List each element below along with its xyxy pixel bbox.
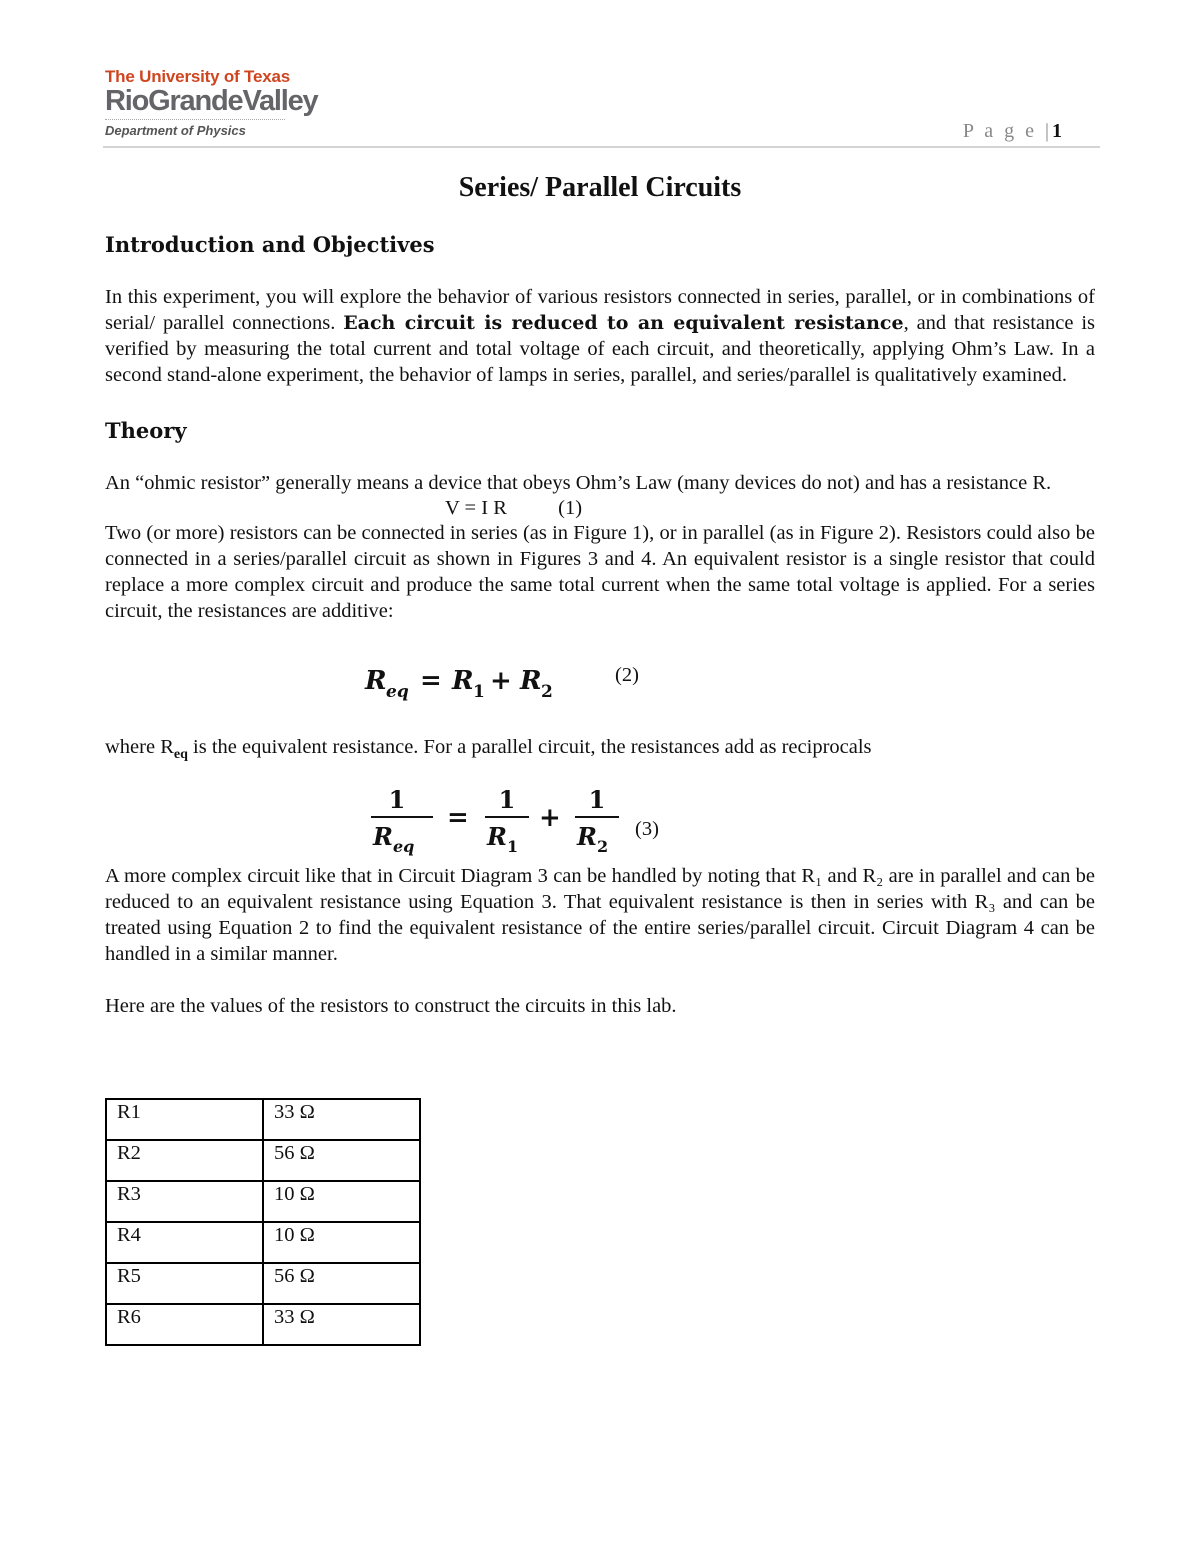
header-divider xyxy=(103,146,1100,148)
logo-university-name: The University of Texas xyxy=(105,67,290,86)
table-row xyxy=(106,1181,420,1222)
table-row xyxy=(106,1304,420,1345)
svg-text:R: R xyxy=(577,822,597,852)
theory-paragraph-5: Here are the values of the resistors to construct the circuits in this lab. xyxy=(105,995,677,1018)
intro-text-bold: Each circuit is reduced to an equivalent resistance xyxy=(343,312,904,334)
page-number-value: 1 xyxy=(1052,120,1062,142)
theory-p3-subscript: eq xyxy=(173,747,188,763)
equation-3-formula xyxy=(367,780,647,860)
intro-text-end: , and that resistance is verified by measuring the total current and total voltage of each circuit, and theoretically, applying Ohm’s Law. In a second stand-alone experiment, the behavior of lamps in series, parallel, and series/parallel is qualitatively examined. xyxy=(105,312,1095,386)
equation-2-formula xyxy=(360,654,620,714)
svg-text:=: = xyxy=(447,803,469,834)
theory-p3-end: is the equivalent resistance. For a parallel circuit, the resistances add as reciprocals xyxy=(187,736,872,758)
svg-text:=: = xyxy=(420,666,442,696)
equation-2-number: (2) xyxy=(615,664,639,686)
resistor-name-cell: R6 xyxy=(106,1304,263,1345)
logo-campus-name: RioGrandeValley xyxy=(105,85,318,117)
equation-2 xyxy=(105,624,1095,724)
resistor-value-cell: 10 Ω xyxy=(263,1181,420,1222)
theory-paragraph-1: An “ohmic resistor” generally means a device that obeys Ohm’s Law (many devices do not) and has a resistance R. xyxy=(105,472,1052,494)
theory-paragraph-3 xyxy=(105,734,1095,768)
table-row xyxy=(106,1140,420,1181)
resistor-name-cell: R2 xyxy=(106,1140,263,1181)
equation-3 xyxy=(105,768,1095,863)
svg-text:R: R xyxy=(520,666,542,696)
intro-text-start: In this experiment, you will explore the behavior of various resistors connected in series, parallel, or in combinations of serial/ parallel connections. xyxy=(105,286,1095,334)
svg-text:eq: eq xyxy=(386,682,409,702)
svg-text:2: 2 xyxy=(541,682,553,702)
theory-heading: Theory xyxy=(105,418,187,443)
page-number xyxy=(963,120,1062,143)
svg-text:+: + xyxy=(490,666,512,696)
intro-paragraph xyxy=(105,284,1095,388)
table-row xyxy=(106,1222,420,1263)
svg-text:1: 1 xyxy=(588,785,606,815)
page-label: P a g e | xyxy=(962,120,1052,142)
page-title: Series/ Parallel Circuits xyxy=(458,172,742,203)
svg-text:1: 1 xyxy=(388,785,406,815)
equation-1 xyxy=(105,496,1095,520)
logo-divider xyxy=(105,119,285,120)
resistor-value-cell: 56 Ω xyxy=(263,1140,420,1181)
svg-text:1: 1 xyxy=(507,837,519,857)
resistor-name-cell: R4 xyxy=(106,1222,263,1263)
svg-text:eq: eq xyxy=(393,837,415,857)
resistor-value-cell: 56 Ω xyxy=(263,1263,420,1304)
resistor-table-body xyxy=(106,1099,420,1345)
equation-1-number: (1) xyxy=(558,497,583,519)
equation-3-number: (3) xyxy=(635,818,659,841)
svg-text:R: R xyxy=(373,822,393,852)
table-row xyxy=(106,1263,420,1304)
svg-text:R: R xyxy=(487,822,507,852)
svg-text:R: R xyxy=(452,666,474,696)
svg-text:1: 1 xyxy=(473,682,485,702)
table-row xyxy=(106,1099,420,1140)
resistor-table xyxy=(105,1098,421,1346)
resistor-name-cell: R1 xyxy=(106,1099,263,1140)
intro-heading: Introduction and Objectives xyxy=(105,232,435,257)
theory-paragraph-4: A more complex circuit like that in Circuit Diagram 3 can be handled by noting that R₁ and R₂ are in parallel and can be reduced to an equivalent resistance using Equation 3. That equivalent resistance is then in series with R₃ and can be treated using Equation 2 to find the equivalent resistance of the entire series/parallel circuit. Circuit Diagram 4 can be handled in a similar manner. xyxy=(105,865,1095,966)
resistor-value-cell: 10 Ω xyxy=(263,1222,420,1263)
logo-department: Department of Physics xyxy=(105,123,246,138)
theory-paragraph-2: Two (or more) resistors can be connected in series (as in Figure 1), or in parallel (as in Figure 2). Resistors could also be connected in a series/parallel circuit as shown in Figures 3 and 4. An equivalent resistor is a single resistor that could replace a more complex circuit and produce the same total current when the same total voltage is applied. For a series circuit, the resistances are additive: xyxy=(105,522,1095,622)
resistor-name-cell: R3 xyxy=(106,1181,263,1222)
svg-text:+: + xyxy=(539,803,561,834)
resistor-name-cell: R5 xyxy=(106,1263,263,1304)
svg-text:R: R xyxy=(365,666,387,696)
resistor-value-cell: 33 Ω xyxy=(263,1099,420,1140)
resistor-value-cell: 33 Ω xyxy=(263,1304,420,1345)
svg-text:2: 2 xyxy=(597,837,609,857)
document-body xyxy=(105,168,1095,1328)
university-logo xyxy=(105,68,345,139)
theory-p3-start: where R xyxy=(105,736,174,758)
svg-text:1: 1 xyxy=(498,785,516,815)
equation-1-text: V = I R xyxy=(445,497,507,519)
